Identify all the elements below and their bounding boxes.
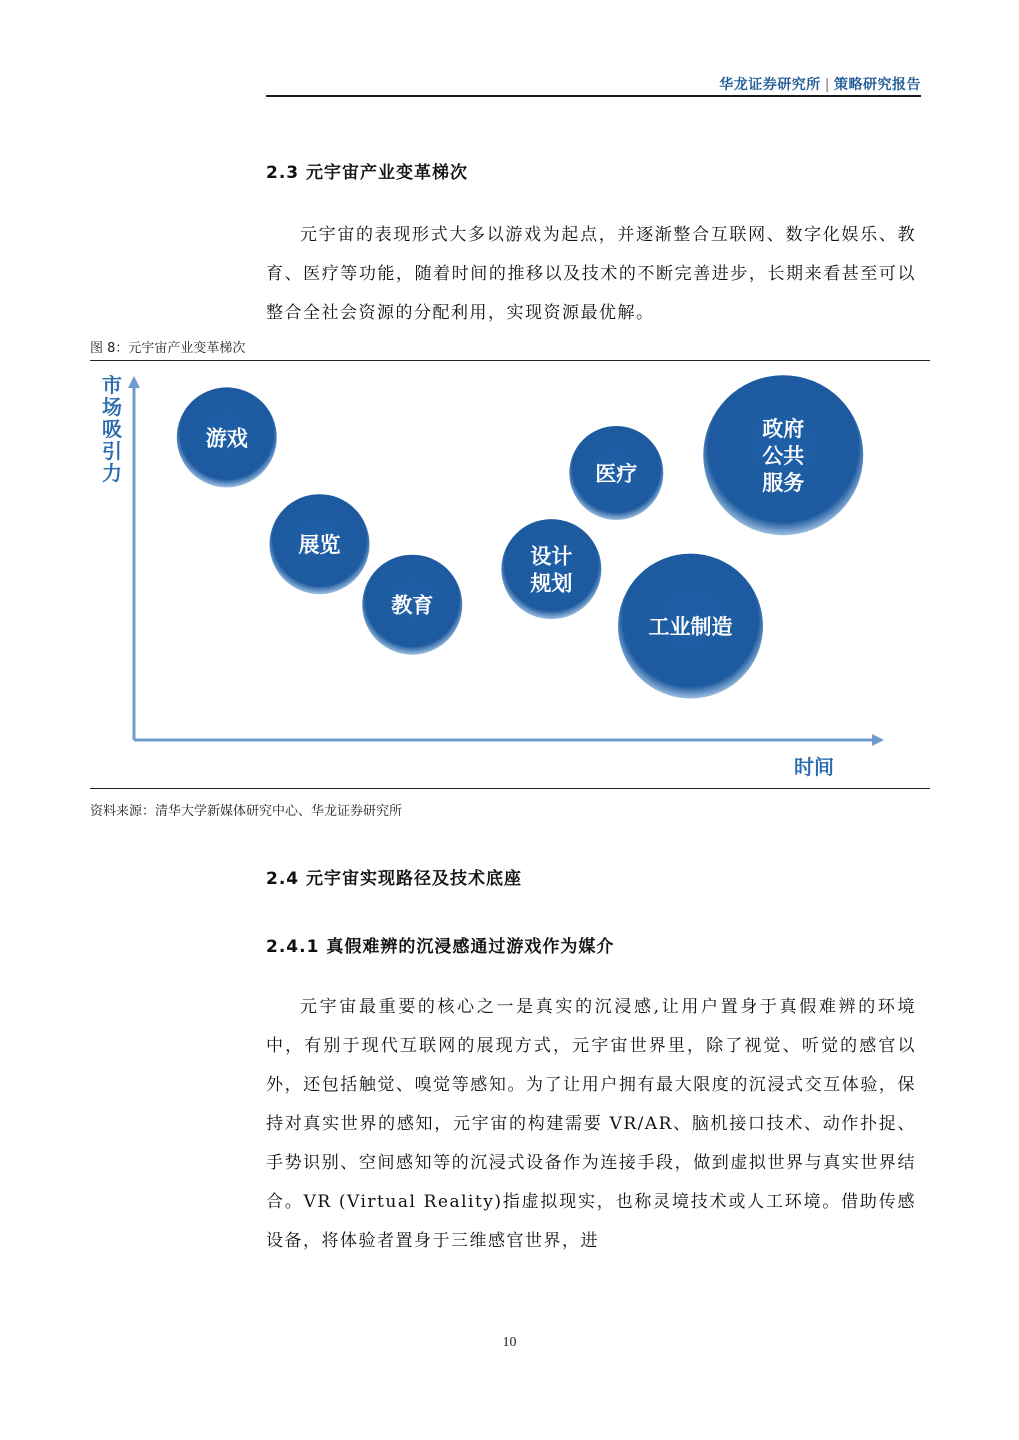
y-axis-label-char: 力 bbox=[102, 461, 122, 485]
x-axis-label: 时间 bbox=[794, 755, 834, 779]
section-2-4-1-title: 2.4.1 真假难辨的沉浸感通过游戏作为媒介 bbox=[266, 937, 615, 957]
x-axis-arrow-icon bbox=[872, 734, 884, 746]
industry-bubble-chart bbox=[90, 362, 930, 786]
figure-caption: 图 8：元宇宙产业变革梯次 bbox=[90, 341, 246, 356]
bubble-label: 规划 bbox=[530, 571, 573, 596]
section-2-3-paragraph: 元宇宙的表现形式大多以游戏为起点，并逐渐整合互联网、数字化娱乐、教育、医疗等功能，随着时间的推移以及技术的不断完善进步，长期来看甚至可以整合全社会资源的分配利用，实现资源最优解。 bbox=[266, 225, 916, 323]
header-report-type: 策略研究报告 bbox=[834, 77, 921, 93]
bubble-label: 设计 bbox=[530, 544, 573, 569]
y-axis-label bbox=[102, 373, 122, 485]
y-axis-label-char: 吸 bbox=[102, 417, 122, 441]
page-number: 10 bbox=[502, 1335, 517, 1350]
figure-source: 资料来源：清华大学新媒体研究中心、华龙证券研究所 bbox=[90, 804, 403, 819]
y-axis-label-char: 市 bbox=[102, 373, 122, 397]
y-axis-label-char: 引 bbox=[102, 439, 122, 463]
header-rule bbox=[266, 95, 921, 97]
bubble-label: 工业制造 bbox=[648, 615, 733, 640]
section-2-4-1-paragraph: 元宇宙最重要的核心之一是真实的沉浸感,让用户置身于真假难辨的环境中，有别于现代互联网的展现方式，元宇宙世界里，除了视觉、听觉的感官以外，还包括触觉、嗅觉等感知。为了让用户拥有最大限度的沉浸式交互体验，保持对真实世界的感知，元宇宙的构建需要 VR/AR、脑机接口技术、动作扑捉、手势识别、空间感知等的沉浸式设备作为连接手段，做到虚拟世界与真实世界结合。VR (Virtual Reality)指虚拟现实，也称灵境技术或人工环境。借助传感设备，将体验者置身于三维感官世界，进 bbox=[266, 997, 916, 1251]
bubble-label: 公共 bbox=[762, 444, 805, 469]
bubble-label: 教育 bbox=[391, 593, 434, 618]
page-header bbox=[719, 74, 921, 94]
section-2-3-title: 2.3 元宇宙产业变革梯次 bbox=[266, 163, 469, 183]
bubble-label: 医疗 bbox=[595, 462, 638, 486]
bubble-label: 展览 bbox=[298, 533, 341, 558]
bubble-label: 政府 bbox=[762, 417, 805, 442]
y-axis-arrow-icon bbox=[128, 376, 140, 388]
header-separator: | bbox=[824, 77, 830, 93]
bubble-label: 游戏 bbox=[205, 426, 248, 451]
bubble-设计规划 bbox=[501, 519, 601, 619]
figure-bottom-rule bbox=[90, 788, 930, 789]
figure-top-rule bbox=[90, 360, 930, 361]
bubble-label: 服务 bbox=[762, 471, 805, 496]
header-org: 华龙证券研究所 bbox=[719, 77, 821, 93]
section-2-4-title: 2.4 元宇宙实现路径及技术底座 bbox=[266, 869, 523, 889]
y-axis-label-char: 场 bbox=[102, 395, 122, 419]
